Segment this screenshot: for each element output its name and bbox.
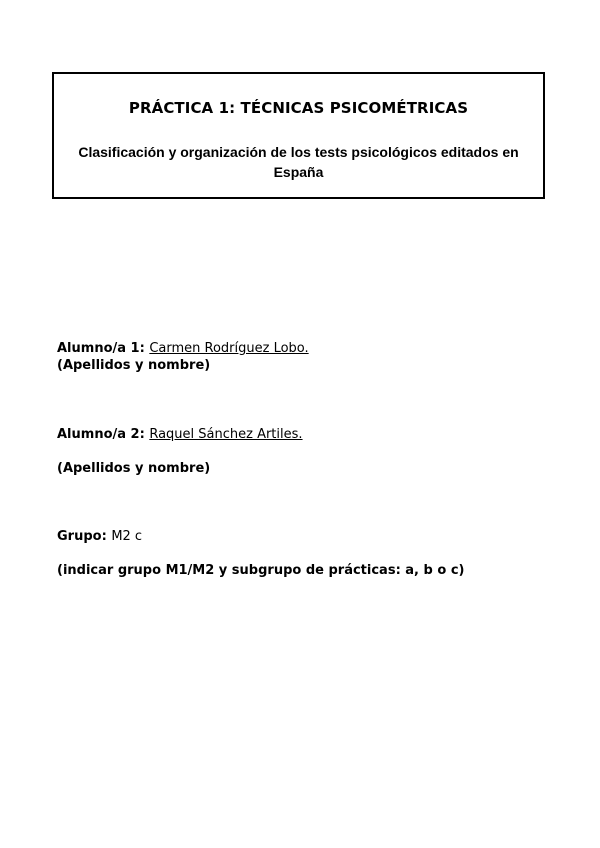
student1-line — [57, 341, 309, 356]
group-hint: (indicar grupo M1/M2 y subgrupo de prácticas: a, b o c) — [57, 563, 465, 578]
student1-name: Carmen Rodríguez Lobo. — [149, 341, 309, 356]
page-subtitle: Clasificación y organización de los tests psicológicos editados en España — [78, 144, 519, 180]
page-title: PRÁCTICA 1: TÉCNICAS PSICOMÉTRICAS — [128, 99, 469, 117]
student2-hint: (Apellidos y nombre) — [57, 461, 211, 476]
group-value: M2 c — [111, 529, 143, 544]
title-box — [52, 72, 545, 199]
student1-hint: (Apellidos y nombre) — [57, 358, 211, 373]
student2-label: Alumno/a 2: — [57, 427, 145, 442]
group-line — [57, 529, 142, 544]
student2-line — [57, 427, 303, 442]
student1-label: Alumno/a 1: — [57, 341, 145, 356]
group-label: Grupo: — [57, 529, 107, 544]
student2-name: Raquel Sánchez Artiles. — [149, 427, 303, 442]
